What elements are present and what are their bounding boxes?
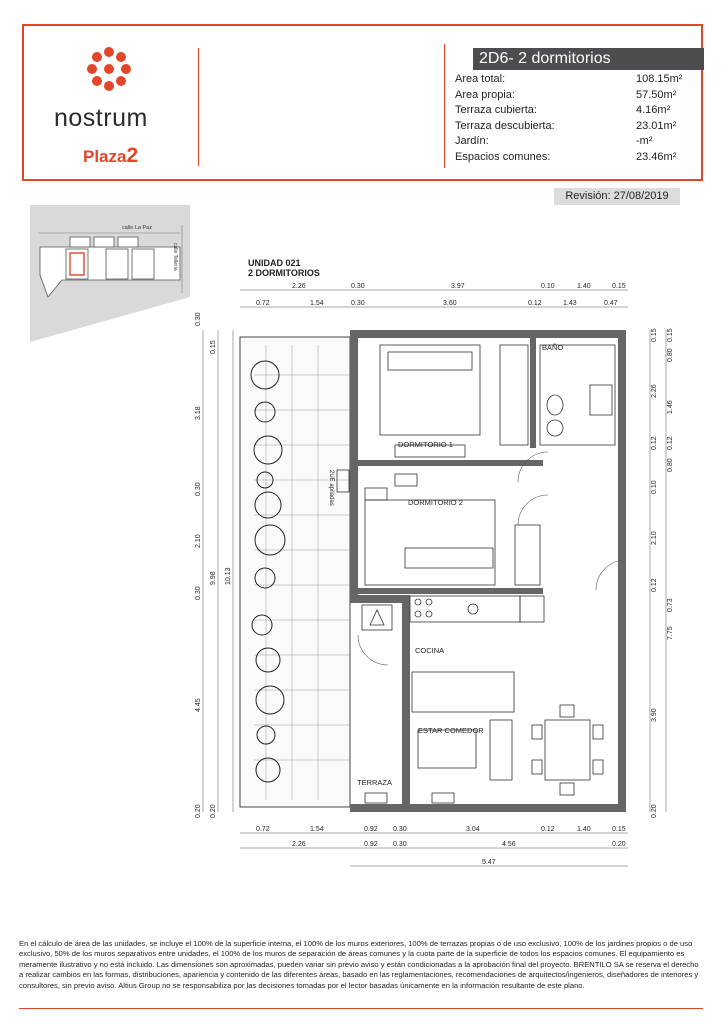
dim-top-2: 0.47 xyxy=(604,300,618,307)
dim-right-2: 0.12 xyxy=(667,436,674,450)
dim-bottom-2: 2.26 xyxy=(292,841,306,848)
dim-left-1: 2.10 xyxy=(195,534,202,548)
room-label-dormitorio-1: DORMITORIO 1 xyxy=(398,440,453,449)
room-label-cocina: COCINA xyxy=(415,646,445,655)
spec-label: Terraza cubierta: xyxy=(455,104,537,117)
unit-type: 2 DORMITORIOS xyxy=(248,268,320,278)
dim-bottom-1: 1.54 xyxy=(310,826,324,833)
spec-value: 4.16m² xyxy=(636,104,671,117)
dim-right-1: 0.12 xyxy=(651,578,658,592)
dim-bottom-3: 5.47 xyxy=(482,859,496,866)
room-label-bano: BAÑO xyxy=(542,343,564,352)
room-label-dormitorio-2: DORMITORIO 2 xyxy=(408,498,463,507)
bottom-rule xyxy=(19,1008,703,1009)
dim-left-1: 3.18 xyxy=(195,406,202,420)
spec-label: Area total: xyxy=(455,73,506,85)
dim-left-2: 9.98 xyxy=(210,571,217,585)
dim-left-2: 0.15 xyxy=(210,340,217,354)
revision-badge: Revisión: 27/08/2019 xyxy=(554,188,680,205)
dim-right-2: 0.73 xyxy=(667,598,674,612)
spec-value: 23.01m² xyxy=(636,119,677,132)
spec-value: 108.15m² xyxy=(636,73,683,85)
keymap-street-2: calle Tellería xyxy=(172,243,178,271)
dim-right-2: 0.80 xyxy=(667,348,674,362)
room-label-terraza: TERRAZA xyxy=(357,778,393,787)
dim-bottom-2: 0.20 xyxy=(612,841,626,848)
dim-right-1: 2.26 xyxy=(651,384,658,398)
dim-top-2: 1.54 xyxy=(310,300,324,307)
dim-top-1: 2.26 xyxy=(292,283,306,290)
dim-bottom-1: 0.12 xyxy=(541,826,555,833)
spec-label: Espacios comunes: xyxy=(455,150,551,163)
dim-right-2: 0.80 xyxy=(667,458,674,472)
unit-label: UNIDAD 021 xyxy=(248,258,301,268)
dim-top-1: 0.30 xyxy=(351,283,365,290)
dim-left-3: 10.13 xyxy=(225,567,232,585)
dim-bottom-2: 4.56 xyxy=(502,841,516,848)
spec-value: -m² xyxy=(636,135,653,148)
dim-left-1: 0.30 xyxy=(195,586,202,600)
dim-left-1: 0.20 xyxy=(195,804,202,818)
dim-bottom-1: 0.30 xyxy=(393,826,407,833)
dim-top-1: 0.15 xyxy=(612,283,626,290)
brand-sub-name: Plaza2 xyxy=(83,144,139,167)
dim-left-1: 0.30 xyxy=(195,312,202,326)
dim-top-2: 1.43 xyxy=(563,300,577,307)
dim-bottom-1: 0.92 xyxy=(364,826,378,833)
dim-bottom-1: 0.72 xyxy=(256,826,270,833)
dim-right-2: 0.15 xyxy=(667,328,674,342)
unit-title: 2D6- 2 dormitorios xyxy=(473,48,704,70)
dim-left-1: 0.30 xyxy=(195,482,202,496)
dim-top-1: 3.97 xyxy=(451,283,465,290)
spec-label: Area propia: xyxy=(455,88,515,101)
dim-bottom-1: 3.04 xyxy=(466,826,480,833)
dim-bottom-1: 1.40 xyxy=(577,826,591,833)
dim-right-1: 0.15 xyxy=(651,328,658,342)
dim-right-2: 1.46 xyxy=(667,400,674,414)
dim-left-2: 0.20 xyxy=(210,804,217,818)
dim-top-2: 0.30 xyxy=(351,300,365,307)
dim-right-1: 0.12 xyxy=(651,436,658,450)
dim-bottom-2: 0.92 xyxy=(364,841,378,848)
spec-value: 23.46m² xyxy=(636,150,677,163)
brand-name: nostrum xyxy=(54,104,148,132)
dim-right-2: 7.75 xyxy=(667,626,674,640)
dim-top-1: 0.10 xyxy=(541,283,555,290)
dim-bottom-1: 0.15 xyxy=(612,826,626,833)
spec-label: Jardín: xyxy=(455,135,489,148)
room-label-estar: ESTAR COMEDOR xyxy=(418,726,484,735)
dim-right-1: 2.10 xyxy=(651,531,658,545)
dim-right-1: 0.20 xyxy=(651,804,658,818)
keymap-street-1: calle La Paz xyxy=(122,225,152,231)
dim-left-1: 4.45 xyxy=(195,698,202,712)
disclaimer-text: En el cálculo de área de las unidades, se incluye el 100% de la superficie interna, el 100% de los muros exteriores, 100% de terrazas propias o de uso exclusivo, 100% de los jardines propios o de uso exclusivo, 50% de los muros separativos entre unidades, el 100% de los muros de separación de áreas comunes y la cuota parte de la superficie de todos los espacios comunes. El equipamiento es meramente ilustrativo y no está incluido. Las dimensiones son aproximadas, pueden variar sin previo aviso y están condicionadas a la aprobación final del proyecto. BRENTILO SA se reserva el derecho a realizar cambios en las formas, distribuciones, apariencia y contenido de las diferentes áreas, basado en las reglamentaciones, recomendaciones de arquitectos/ingenieros, diseñadores de interiores y consultores, sin previo aviso. Altius Group no se responsabiliza por las decisiones tomadas por el lector basadas únicamente en la información resultante de este plano. xyxy=(19,939,699,990)
dim-top-2: 0.72 xyxy=(256,300,270,307)
dim-top-1: 1.40 xyxy=(577,283,591,290)
ue-note: 2UE apiladas xyxy=(328,470,334,506)
spec-label: Terraza descubierta: xyxy=(455,119,555,132)
dim-top-2: 3.60 xyxy=(443,300,457,307)
dim-right-1: 3.90 xyxy=(651,708,658,722)
spec-value: 57.50m² xyxy=(636,88,677,101)
dim-bottom-2: 0.30 xyxy=(393,841,407,848)
dim-top-2: 0.12 xyxy=(528,300,542,307)
dim-right-1: 0.10 xyxy=(651,480,658,494)
